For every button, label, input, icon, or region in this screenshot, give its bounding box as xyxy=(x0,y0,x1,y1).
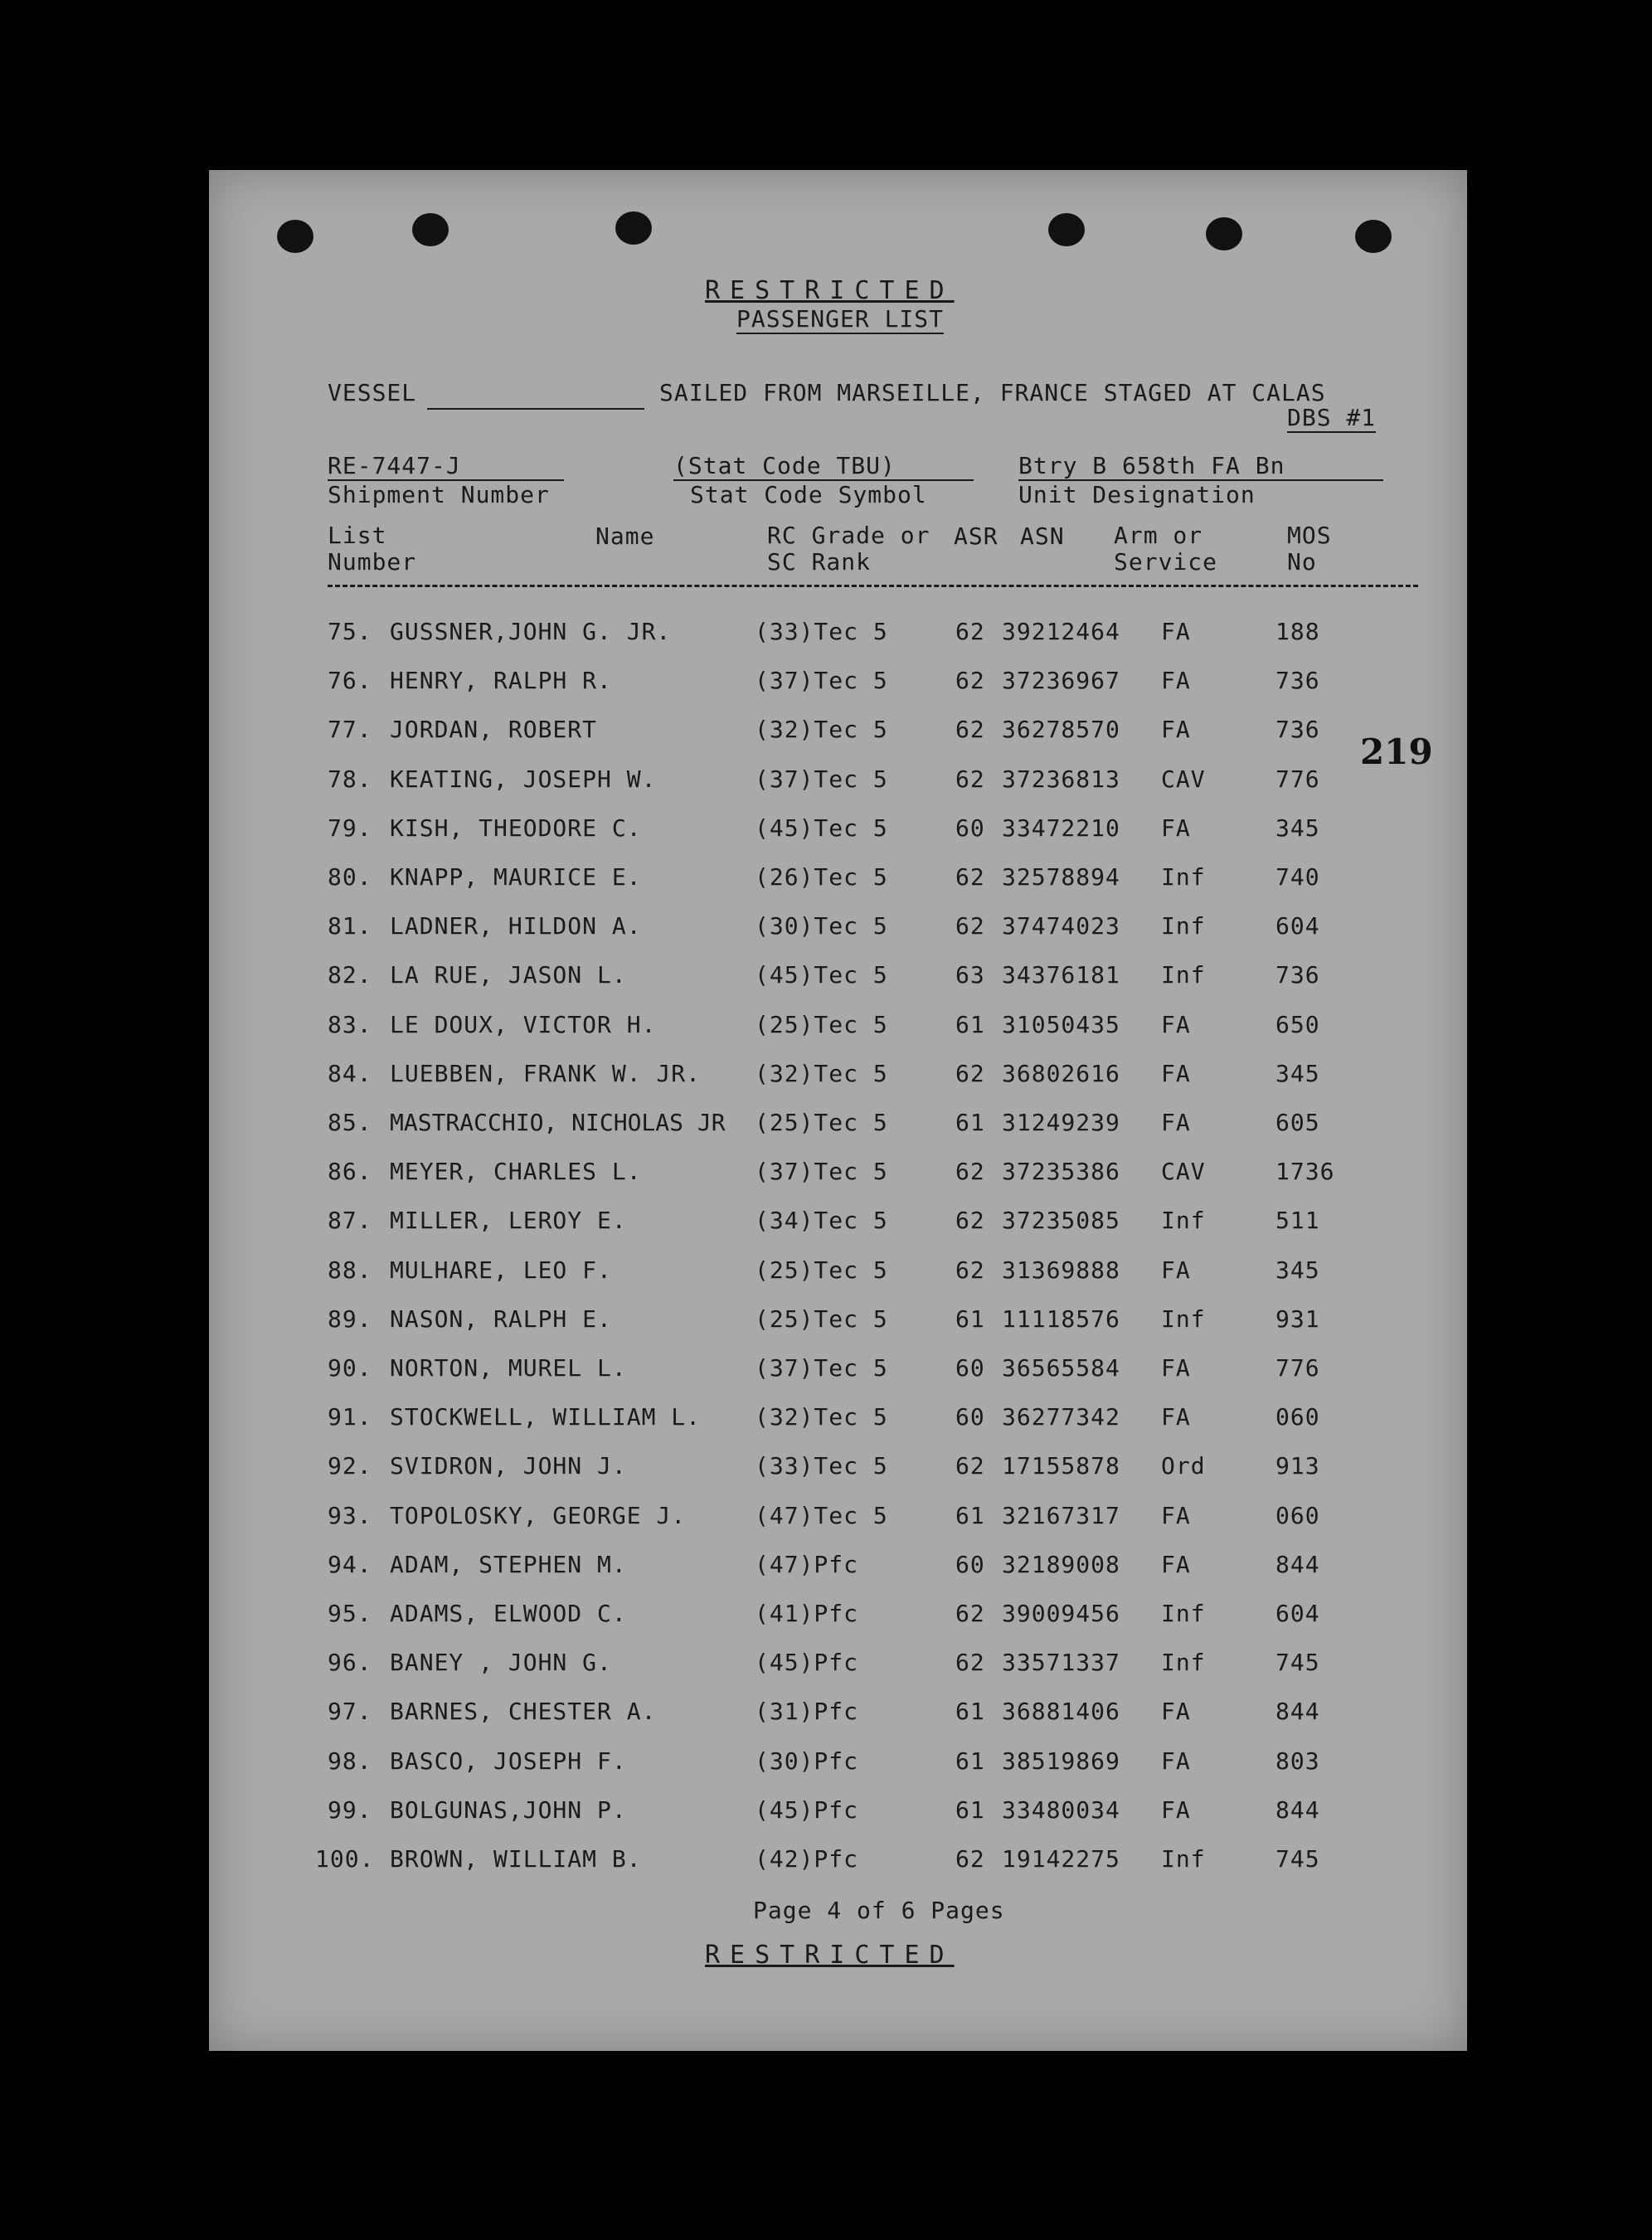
asr-value: 62 xyxy=(955,1845,985,1873)
asr-value: 60 xyxy=(955,814,985,842)
arm-service: FA xyxy=(1161,1747,1191,1775)
list-number: 99. xyxy=(328,1796,372,1824)
footer-restricted: RESTRICTED xyxy=(705,1941,955,1970)
asn-value: 36278570 xyxy=(1002,716,1120,743)
passenger-name: BANEY , JOHN G. xyxy=(390,1649,612,1676)
arm-service: FA xyxy=(1161,814,1191,842)
arm-service: Inf xyxy=(1161,1207,1206,1234)
rc-grade: (25)Tec 5 xyxy=(755,1305,888,1333)
asn-value: 33472210 xyxy=(1002,814,1120,842)
punch-hole xyxy=(1048,213,1085,246)
asr-value: 62 xyxy=(955,863,985,891)
stat-code: (Stat Code TBU) xyxy=(673,452,974,481)
asr-value: 60 xyxy=(955,1403,985,1431)
list-number: 97. xyxy=(328,1698,372,1725)
asn-value: 17155878 xyxy=(1002,1452,1120,1480)
arm-service: Inf xyxy=(1161,1845,1206,1873)
arm-service: Inf xyxy=(1161,1649,1206,1676)
arm-service: CAV xyxy=(1161,765,1206,793)
mos-number: 604 xyxy=(1275,1600,1320,1627)
mos-number: 060 xyxy=(1275,1403,1320,1431)
passenger-name: MASTRACCHIO, NICHOLAS JR xyxy=(390,1109,726,1136)
asr-value: 62 xyxy=(955,912,985,940)
rc-grade: (32)Tec 5 xyxy=(755,1403,888,1431)
mos-number: 345 xyxy=(1275,1256,1320,1284)
table-row xyxy=(0,961,1652,1003)
asn-value: 39212464 xyxy=(1002,618,1120,645)
arm-service: FA xyxy=(1161,1354,1191,1382)
rc-grade: (37)Tec 5 xyxy=(755,1354,888,1382)
punch-hole xyxy=(412,213,449,246)
asn-value: 37236967 xyxy=(1002,667,1120,694)
asr-value: 60 xyxy=(955,1354,985,1382)
rc-grade: (33)Tec 5 xyxy=(755,1452,888,1480)
arm-service: FA xyxy=(1161,1011,1191,1038)
asr-value: 61 xyxy=(955,1698,985,1725)
rc-grade: (25)Tec 5 xyxy=(755,1011,888,1038)
arm-service: FA xyxy=(1161,716,1191,743)
col-rc-grade: RC Grade or SC Rank xyxy=(767,522,930,576)
asr-value: 61 xyxy=(955,1305,985,1333)
list-number: 92. xyxy=(328,1452,372,1480)
asn-value: 31369888 xyxy=(1002,1256,1120,1284)
rc-grade: (45)Tec 5 xyxy=(755,961,888,989)
asn-value: 32578894 xyxy=(1002,863,1120,891)
arm-service: FA xyxy=(1161,1403,1191,1431)
asn-value: 11118576 xyxy=(1002,1305,1120,1333)
table-row xyxy=(0,1698,1652,1739)
arm-service: FA xyxy=(1161,1796,1191,1824)
asr-value: 62 xyxy=(955,1207,985,1234)
passenger-name: ADAM, STEPHEN M. xyxy=(390,1551,627,1578)
passenger-name: SVIDRON, JOHN J. xyxy=(390,1452,627,1480)
col-list-number: List Number xyxy=(328,522,417,576)
table-row xyxy=(0,863,1652,905)
table-row xyxy=(0,1354,1652,1396)
list-number: 96. xyxy=(328,1649,372,1676)
table-row xyxy=(0,1845,1652,1887)
table-row xyxy=(0,765,1652,807)
passenger-name: STOCKWELL, WILLIAM L. xyxy=(390,1403,702,1431)
asr-value: 61 xyxy=(955,1109,985,1136)
asn-value: 34376181 xyxy=(1002,961,1120,989)
rc-grade: (47)Pfc xyxy=(755,1551,859,1578)
mos-number: 844 xyxy=(1275,1796,1320,1824)
rc-grade: (26)Tec 5 xyxy=(755,863,888,891)
mos-number: 345 xyxy=(1275,814,1320,842)
asn-value: 36881406 xyxy=(1002,1698,1120,1725)
passenger-name: KISH, THEODORE C. xyxy=(390,814,642,842)
asn-value: 33480034 xyxy=(1002,1796,1120,1824)
table-row xyxy=(0,1011,1652,1052)
list-number: 95. xyxy=(328,1600,372,1627)
mos-number: 604 xyxy=(1275,912,1320,940)
table-row xyxy=(0,1502,1652,1543)
list-number: 82. xyxy=(328,961,372,989)
table-row xyxy=(0,1452,1652,1494)
table-row xyxy=(0,667,1652,708)
col-mos: MOS No xyxy=(1287,522,1332,576)
table-row xyxy=(0,1158,1652,1199)
header-divider xyxy=(328,585,1418,587)
table-row xyxy=(0,1649,1652,1690)
passenger-name: JORDAN, ROBERT xyxy=(390,716,598,743)
asr-value: 62 xyxy=(955,1256,985,1284)
asr-value: 62 xyxy=(955,1649,985,1676)
asr-value: 61 xyxy=(955,1502,985,1529)
shipment-number-label: Shipment Number xyxy=(328,481,550,508)
mos-number: 345 xyxy=(1275,1060,1320,1087)
rc-grade: (32)Tec 5 xyxy=(755,1060,888,1087)
vessel-blank-line xyxy=(427,408,644,410)
col-name: Name xyxy=(595,522,655,550)
asn-value: 39009456 xyxy=(1002,1600,1120,1627)
asn-value: 37474023 xyxy=(1002,912,1120,940)
table-row xyxy=(0,618,1652,659)
arm-service: FA xyxy=(1161,667,1191,694)
list-number: 86. xyxy=(328,1158,372,1185)
punch-hole xyxy=(1355,220,1392,253)
arm-service: Inf xyxy=(1161,863,1206,891)
shipment-number: RE-7447-J xyxy=(328,452,564,481)
list-number: 80. xyxy=(328,863,372,891)
rc-grade: (34)Tec 5 xyxy=(755,1207,888,1234)
asr-value: 61 xyxy=(955,1011,985,1038)
mos-number: 188 xyxy=(1275,618,1320,645)
passenger-name: BARNES, CHESTER A. xyxy=(390,1698,657,1725)
passenger-name: BOLGUNAS,JOHN P. xyxy=(390,1796,627,1824)
vessel-label: VESSEL xyxy=(328,379,417,406)
passenger-name: LE DOUX, VICTOR H. xyxy=(390,1011,657,1038)
list-number: 75. xyxy=(328,618,372,645)
mos-number: 745 xyxy=(1275,1845,1320,1873)
list-number: 84. xyxy=(328,1060,372,1087)
list-number: 87. xyxy=(328,1207,372,1234)
asn-value: 37235386 xyxy=(1002,1158,1120,1185)
dbs-label: DBS #1 xyxy=(1287,404,1377,431)
unit-designation: Btry B 658th FA Bn xyxy=(1018,452,1383,481)
asn-value: 33571337 xyxy=(1002,1649,1120,1676)
list-number: 94. xyxy=(328,1551,372,1578)
passenger-name: HENRY, RALPH R. xyxy=(390,667,612,694)
asr-value: 63 xyxy=(955,961,985,989)
sailed-from: SAILED FROM MARSEILLE, FRANCE STAGED AT CALAS xyxy=(659,379,1326,406)
list-number: 79. xyxy=(328,814,372,842)
list-number: 98. xyxy=(328,1747,372,1775)
rc-grade: (37)Tec 5 xyxy=(755,667,888,694)
arm-service: Inf xyxy=(1161,1305,1206,1333)
asn-value: 36277342 xyxy=(1002,1403,1120,1431)
asr-value: 61 xyxy=(955,1747,985,1775)
asn-value: 36802616 xyxy=(1002,1060,1120,1087)
passenger-name: KEATING, JOSEPH W. xyxy=(390,765,657,793)
mos-number: 745 xyxy=(1275,1649,1320,1676)
asn-value: 31249239 xyxy=(1002,1109,1120,1136)
rc-grade: (37)Tec 5 xyxy=(755,765,888,793)
arm-service: FA xyxy=(1161,1551,1191,1578)
punch-hole xyxy=(277,220,313,253)
col-asn: ASN xyxy=(1020,522,1065,550)
mos-number: 740 xyxy=(1275,863,1320,891)
rc-grade: (42)Pfc xyxy=(755,1845,859,1873)
mos-number: 736 xyxy=(1275,667,1320,694)
mos-number: 736 xyxy=(1275,961,1320,989)
rc-grade: (45)Pfc xyxy=(755,1649,859,1676)
asr-value: 62 xyxy=(955,1060,985,1087)
rc-grade: (41)Pfc xyxy=(755,1600,859,1627)
list-number: 88. xyxy=(328,1256,372,1284)
asr-value: 62 xyxy=(955,1600,985,1627)
asn-value: 31050435 xyxy=(1002,1011,1120,1038)
table-row xyxy=(0,1256,1652,1298)
list-number: 91. xyxy=(328,1403,372,1431)
table-row xyxy=(0,1305,1652,1347)
table-row xyxy=(0,1796,1652,1838)
passenger-name: NASON, RALPH E. xyxy=(390,1305,612,1333)
passenger-name: BASCO, JOSEPH F. xyxy=(390,1747,627,1775)
rc-grade: (45)Tec 5 xyxy=(755,814,888,842)
table-row xyxy=(0,1551,1652,1592)
mos-number: 736 xyxy=(1275,716,1320,743)
list-number: 83. xyxy=(328,1011,372,1038)
asr-value: 62 xyxy=(955,618,985,645)
doc-title: RESTRICTED xyxy=(705,276,955,305)
asn-value: 32167317 xyxy=(1002,1502,1120,1529)
table-row xyxy=(0,814,1652,856)
passenger-name: ADAMS, ELWOOD C. xyxy=(390,1600,627,1627)
mos-number: 511 xyxy=(1275,1207,1320,1234)
passenger-name: TOPOLOSKY, GEORGE J. xyxy=(390,1502,687,1529)
asn-value: 37235085 xyxy=(1002,1207,1120,1234)
table-row xyxy=(0,1747,1652,1789)
rc-grade: (47)Tec 5 xyxy=(755,1502,888,1529)
mos-number: 605 xyxy=(1275,1109,1320,1136)
list-number: 100. xyxy=(315,1845,375,1873)
rc-grade: (25)Tec 5 xyxy=(755,1256,888,1284)
list-number: 89. xyxy=(328,1305,372,1333)
arm-service: Ord xyxy=(1161,1452,1206,1480)
mos-number: 1736 xyxy=(1275,1158,1335,1185)
passenger-name: GUSSNER,JOHN G. JR. xyxy=(390,618,672,645)
asr-value: 60 xyxy=(955,1551,985,1578)
table-row xyxy=(0,912,1652,954)
arm-service: FA xyxy=(1161,618,1191,645)
list-number: 77. xyxy=(328,716,372,743)
punch-hole xyxy=(1206,217,1242,250)
asr-value: 62 xyxy=(955,716,985,743)
mos-number: 776 xyxy=(1275,1354,1320,1382)
asr-value: 61 xyxy=(955,1796,985,1824)
table-row xyxy=(0,1403,1652,1445)
list-number: 85. xyxy=(328,1109,372,1136)
rc-grade: (33)Tec 5 xyxy=(755,618,888,645)
passenger-name: MEYER, CHARLES L. xyxy=(390,1158,642,1185)
table-row xyxy=(0,1207,1652,1248)
mos-number: 844 xyxy=(1275,1551,1320,1578)
rc-grade: (45)Pfc xyxy=(755,1796,859,1824)
rc-grade: (31)Pfc xyxy=(755,1698,859,1725)
list-number: 76. xyxy=(328,667,372,694)
col-asr: ASR xyxy=(954,522,998,550)
asn-value: 32189008 xyxy=(1002,1551,1120,1578)
passenger-name: LADNER, HILDON A. xyxy=(390,912,642,940)
asn-value: 19142275 xyxy=(1002,1845,1120,1873)
passenger-name: BROWN, WILLIAM B. xyxy=(390,1845,642,1873)
rc-grade: (25)Tec 5 xyxy=(755,1109,888,1136)
arm-service: FA xyxy=(1161,1256,1191,1284)
mos-number: 650 xyxy=(1275,1011,1320,1038)
asn-value: 36565584 xyxy=(1002,1354,1120,1382)
asr-value: 62 xyxy=(955,667,985,694)
rc-grade: (30)Tec 5 xyxy=(755,912,888,940)
passenger-name: MILLER, LEROY E. xyxy=(390,1207,627,1234)
arm-service: CAV xyxy=(1161,1158,1206,1185)
passenger-name: LA RUE, JASON L. xyxy=(390,961,627,989)
asr-value: 62 xyxy=(955,1452,985,1480)
page-stamp: 219 xyxy=(1360,731,1433,772)
rc-grade: (37)Tec 5 xyxy=(755,1158,888,1185)
doc-subtitle: PASSENGER LIST xyxy=(736,305,945,333)
asr-value: 62 xyxy=(955,1158,985,1185)
arm-service: Inf xyxy=(1161,912,1206,940)
table-row xyxy=(0,1600,1652,1641)
rc-grade: (30)Pfc xyxy=(755,1747,859,1775)
asr-value: 62 xyxy=(955,765,985,793)
passenger-name: KNAPP, MAURICE E. xyxy=(390,863,642,891)
list-number: 78. xyxy=(328,765,372,793)
col-arm-service: Arm or Service xyxy=(1114,522,1218,576)
list-number: 81. xyxy=(328,912,372,940)
stat-code-label: Stat Code Symbol xyxy=(690,481,927,508)
arm-service: FA xyxy=(1161,1502,1191,1529)
rc-grade: (32)Tec 5 xyxy=(755,716,888,743)
mos-number: 060 xyxy=(1275,1502,1320,1529)
passenger-name: LUEBBEN, FRANK W. JR. xyxy=(390,1060,702,1087)
passenger-name: MULHARE, LEO F. xyxy=(390,1256,612,1284)
mos-number: 844 xyxy=(1275,1698,1320,1725)
mos-number: 803 xyxy=(1275,1747,1320,1775)
table-row xyxy=(0,1109,1652,1150)
list-number: 93. xyxy=(328,1502,372,1529)
arm-service: FA xyxy=(1161,1109,1191,1136)
punch-hole xyxy=(615,211,652,245)
asn-value: 38519869 xyxy=(1002,1747,1120,1775)
table-row xyxy=(0,716,1652,757)
page-indicator: Page 4 of 6 Pages xyxy=(753,1897,1005,1924)
arm-service: Inf xyxy=(1161,1600,1206,1627)
arm-service: FA xyxy=(1161,1060,1191,1087)
list-number: 90. xyxy=(328,1354,372,1382)
mos-number: 776 xyxy=(1275,765,1320,793)
asn-value: 37236813 xyxy=(1002,765,1120,793)
mos-number: 931 xyxy=(1275,1305,1320,1333)
arm-service: Inf xyxy=(1161,961,1206,989)
table-row xyxy=(0,1060,1652,1101)
unit-designation-label: Unit Designation xyxy=(1018,481,1256,508)
passenger-name: NORTON, MUREL L. xyxy=(390,1354,627,1382)
mos-number: 913 xyxy=(1275,1452,1320,1480)
arm-service: FA xyxy=(1161,1698,1191,1725)
